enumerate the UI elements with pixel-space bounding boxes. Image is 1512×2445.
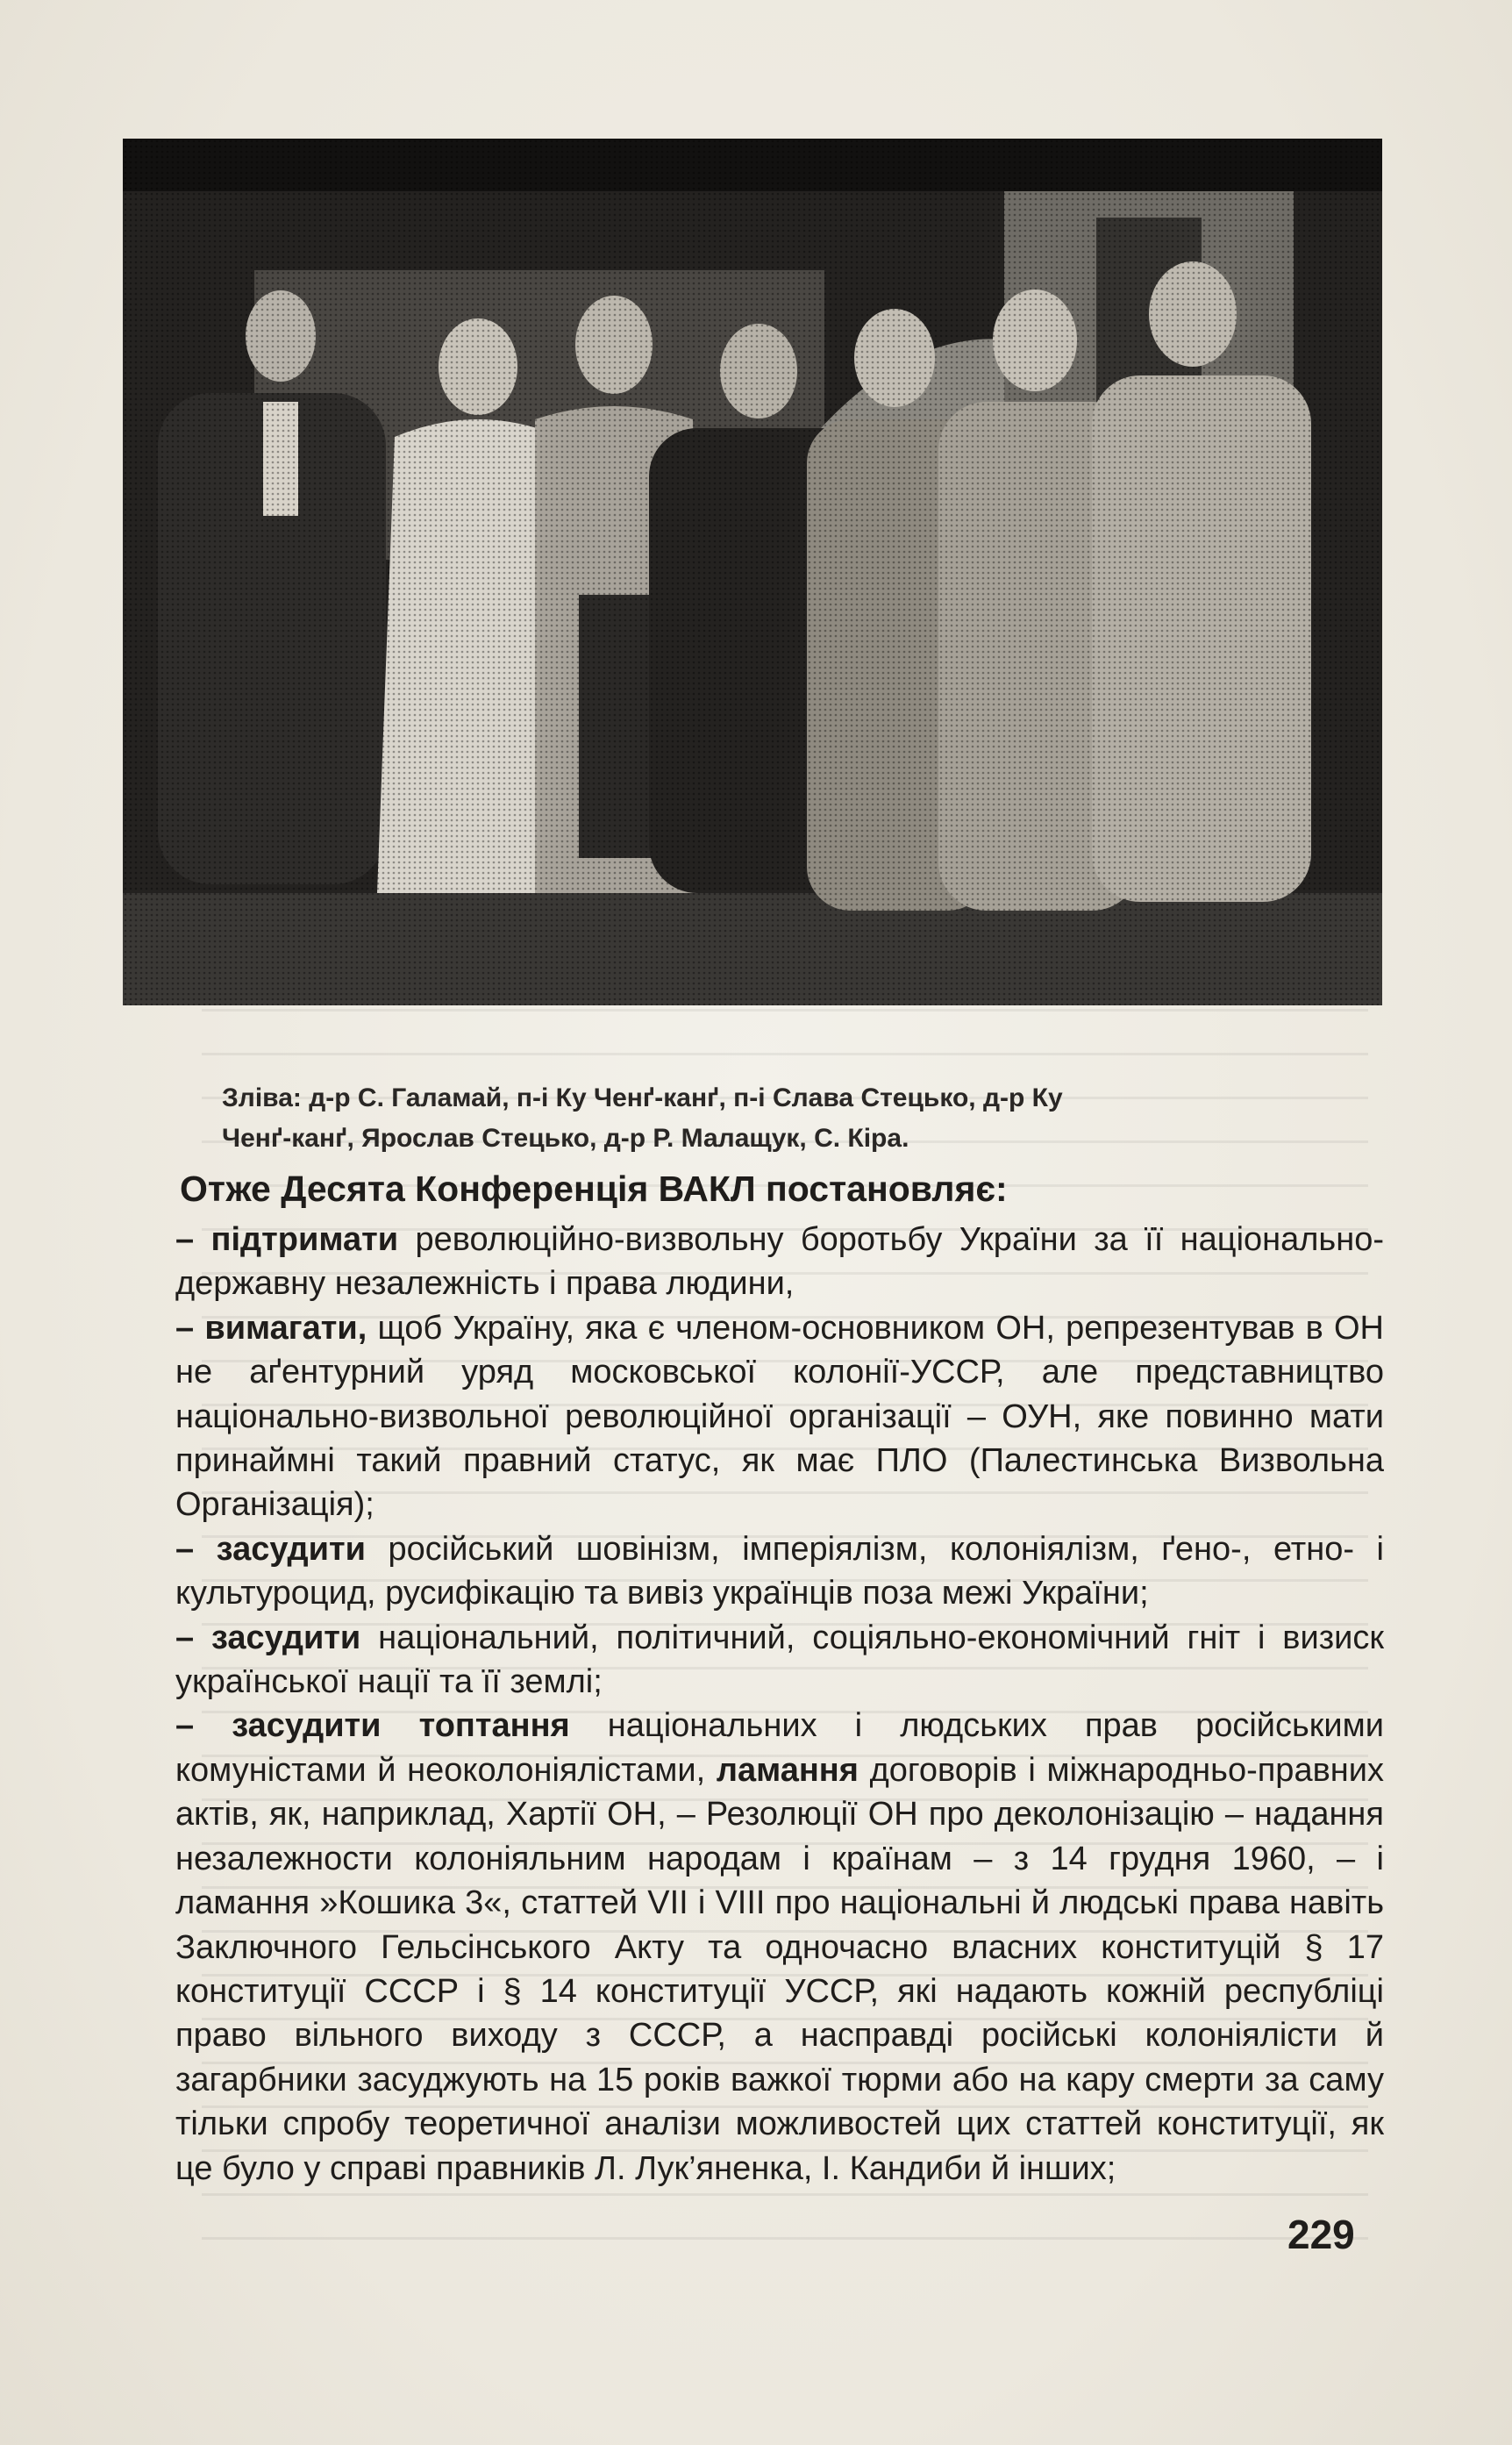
page-number: 229: [1287, 2212, 1355, 2257]
paragraph-demand: [175, 1306, 1384, 1527]
paragraph-condemn-oppression: [175, 1616, 1384, 1705]
group-photo: [123, 139, 1382, 1005]
photo-caption: [222, 1078, 1318, 1159]
resolution-body: [175, 1218, 1384, 2191]
section-heading: Отже Десята Конференція ВАКЛ постановляє:: [180, 1169, 1008, 1209]
paragraph-condemn-violations: [175, 1704, 1384, 2190]
lead-term: – підтримати: [175, 1221, 399, 1258]
lead-term: – засудити: [175, 1619, 361, 1656]
caption-line-2: Ченґ-канґ, Ярослав Стецько, д-р Р. Малащук, С. Кіра.: [222, 1124, 909, 1153]
paragraph-text: національних і людських прав російськими комуністами й неоколоніялістами,: [175, 1707, 1385, 1789]
paragraph-text: щоб Україну, яка є членом-основником ОН, репрезентував в ОН не аґентурний уряд московської колонії-УССР, але представництво національно-визвольної революційної організації – ОУН, яке повинно мати принаймні такий правний статус, як має ПЛО (Палестинська Визвольна Організація);: [175, 1309, 1384, 1524]
paragraph-text-2: договорів і міжнародньо-правних актів, як, наприклад, Хартії ОН, – Резолюції ОН про деколонізацію – надання незалежности колоніяльним народам і країнам – з 14 грудня 1960, – і ламання »Кошика 3«, статтей VII і VIII про національні й людські права навіть Заключного Гельсінського Акту та одночасно власних конституцій § 17 конституції СССР і § 14 конституції УССР, які надають кожній республіці право вільного виходу з СССР, а насправді російські колоніялісти й загарбники засуджують на 15 років важкої тюрми або на кару смерти за саму тільки спробу теоретичної аналізи можливостей цих статтей конституції, як це було у справі правників Л. Лук’яненка, І. Кандиби й інших;: [175, 1751, 1384, 2187]
lead-term: – засудити топтання: [175, 1707, 570, 1745]
lead-term: – вимагати,: [175, 1309, 367, 1347]
lead-term-2: ламання: [716, 1751, 859, 1789]
paragraph-text: національний, політичний, соціяльно-економічний гніт і визиск української нації та її землі;: [175, 1619, 1384, 1701]
lead-term: – засудити: [175, 1530, 366, 1568]
group-photo-icon: [123, 139, 1382, 1005]
paragraph-support: [175, 1218, 1384, 1306]
paragraph-text: революційно-визвольну боротьбу України за її національно-державну незалежність і права людини,: [175, 1221, 1385, 1303]
caption-line-1: Зліва: д-р С. Галамай, п-і Ку Ченґ-канґ, п-і Слава Стецько, д-р Ку: [222, 1083, 1063, 1112]
paragraph-text: російський шовінізм, імперіялізм, колоніялізм, ґено-, етно- і культуроцид, русифікацію та вивіз українців поза межі України;: [175, 1530, 1384, 1612]
paragraph-condemn-chauvinism: [175, 1527, 1384, 1616]
